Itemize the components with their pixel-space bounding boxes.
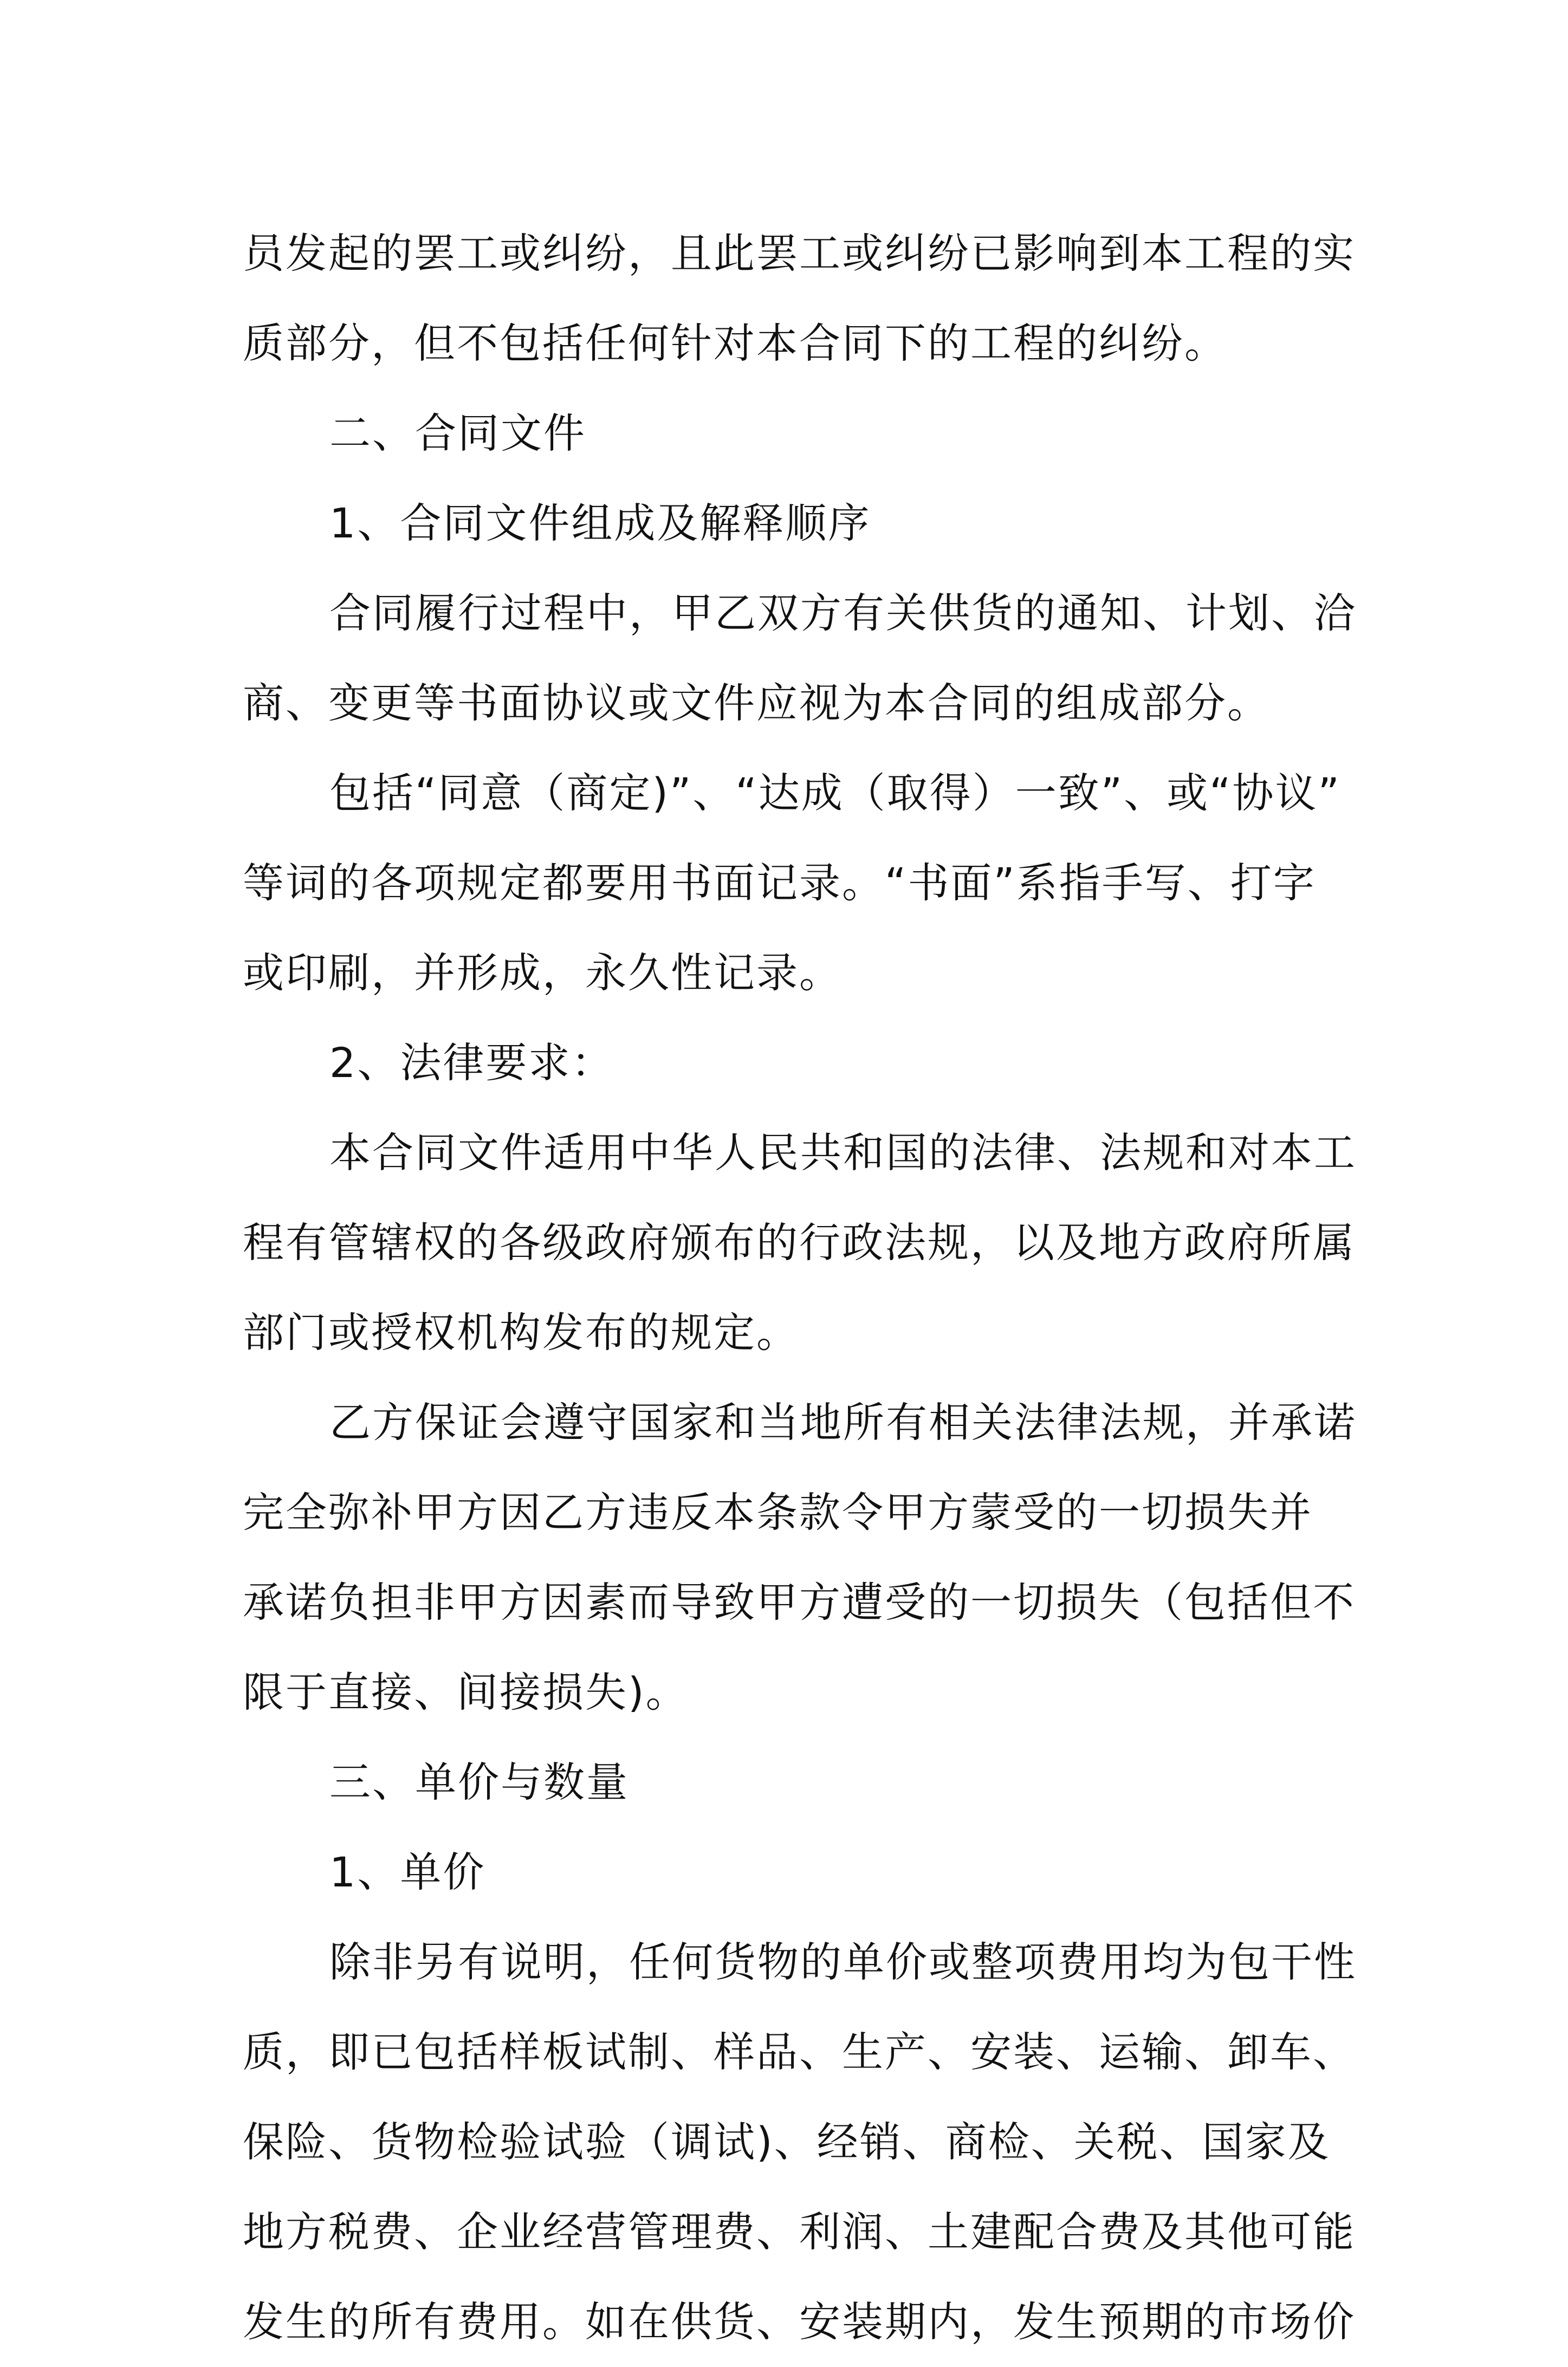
text-line: 合同履行过程中，甲乙双方有关供货的通知、计划、洽	[329, 589, 1357, 637]
text-line: 质部分，但不包括任何针对本合同下的工程的纠纷。	[243, 319, 1227, 367]
text-line: 或印刷，并形成，永久性记录。	[243, 949, 842, 997]
subsection-heading: 2、法律要求：	[329, 1039, 614, 1087]
text-line: 本合同文件适用中华人民共和国的法律、法规和对本工	[329, 1129, 1357, 1177]
text-line: 质，即已包括样板试制、样品、生产、安装、运输、卸车、	[243, 2028, 1356, 2076]
text-line: 限于直接、间接损失)。	[243, 1668, 689, 1716]
text-line: 商、变更等书面协议或文件应视为本合同的组成部分。	[243, 679, 1270, 727]
text-line: 承诺负担非甲方因素而导致甲方遭受的一切损失（包括但不	[243, 1578, 1356, 1626]
text-line: 乙方保证会遵守国家和当地所有相关法律法规，并承诺	[329, 1398, 1357, 1447]
text-line: 地方税费、企业经营管理费、利润、土建配合费及其他可能	[243, 2208, 1356, 2256]
text-line: 部门或授权机构发布的规定。	[243, 1308, 799, 1357]
text-line: 程有管辖权的各级政府颁布的行政法规，以及地方政府所属	[243, 1218, 1356, 1267]
section-heading: 二、合同文件	[329, 409, 586, 457]
subsection-heading: 1、单价	[329, 1848, 486, 1896]
text-line: 除非另有说明，任何货物的单价或整项费用均为包干性	[329, 1938, 1357, 1986]
text-line: 等词的各项规定都要用书面记录。“书面”系指手写、打字	[243, 859, 1316, 907]
text-line: 发生的所有费用。如在供货、安装期内，发生预期的市场价	[243, 2298, 1356, 2346]
text-line: 包括“同意（商定)”、“达成（取得）一致”、或“协议”	[329, 769, 1341, 817]
subsection-heading: 1、合同文件组成及解释顺序	[329, 499, 871, 547]
document-body	[243, 209, 1391, 2367]
text-line: 保险、货物检验试验（调试)、经销、商检、关税、国家及	[243, 2118, 1331, 2166]
text-line: 完全弥补甲方因乙方违反本条款令甲方蒙受的一切损失并	[243, 1488, 1313, 1536]
text-line: 员发起的罢工或纠纷，且此罢工或纠纷已影响到本工程的实	[243, 229, 1356, 277]
section-heading: 三、单价与数量	[329, 1758, 629, 1806]
